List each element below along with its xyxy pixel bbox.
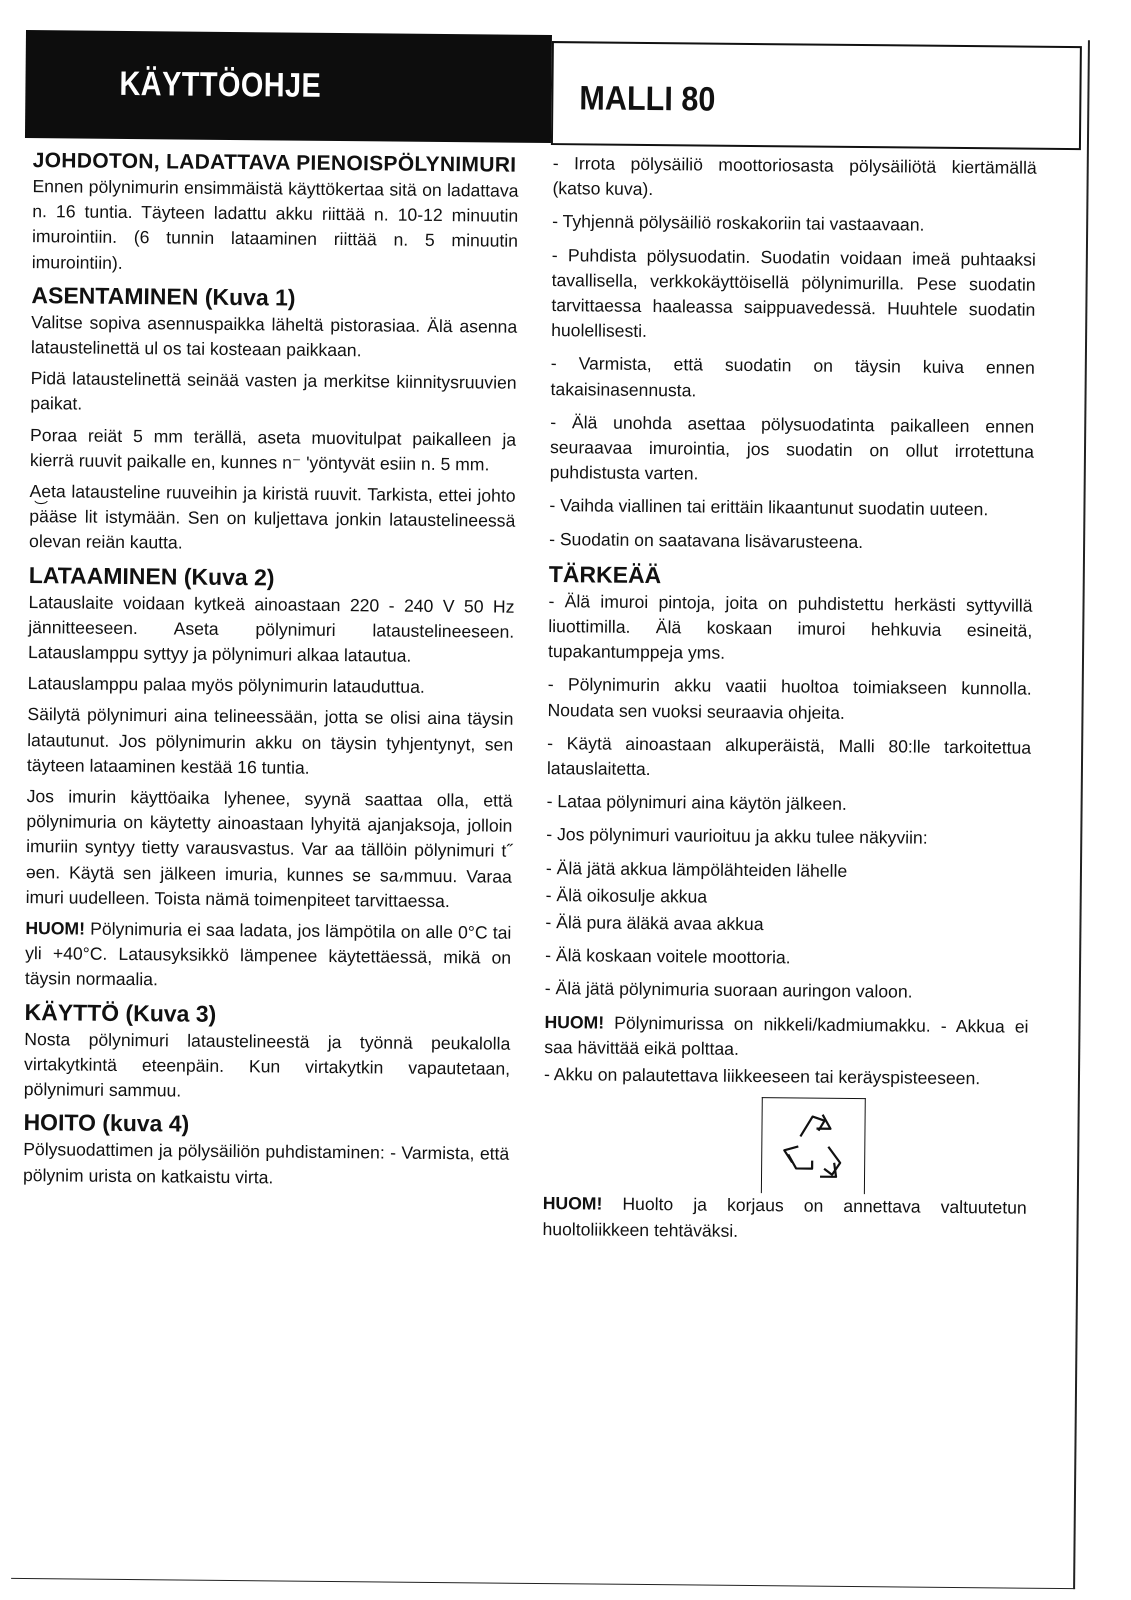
list-item: - Jos pölynimuri vaurioituu ja akku tulee näkyviin: xyxy=(546,824,928,849)
note-paragraph xyxy=(544,1010,1028,1065)
page-title: KÄYTTÖOHJE xyxy=(119,64,322,105)
list-item: - Älä imuroi pintoja, joita on puhdistettu herkästi syttyvillä liuottimilla. Älä koskaan imuroi hehkuvia esineitä, tupakantumppeja yms. xyxy=(547,590,1033,663)
recycle-icon xyxy=(778,1107,851,1188)
note-label: HUOM! xyxy=(544,1011,605,1033)
list-item: - Älä jätä pölynimuria suoraan auringon valoon. xyxy=(544,978,913,1003)
header-title-band xyxy=(25,30,552,143)
paragraph: Säilytä pölynimuri aina telineessään, jotta se olisi aina täysin latautunut. Jos pölynimurin akku on täysin tyhjentynyt, sen täyteen lataaminen kestää 16 tuntia. xyxy=(26,704,514,778)
note-label: HUOM! xyxy=(25,918,86,939)
list-item: - Vaihda viallinen tai erittäin likaantunut suodatin uuteen. xyxy=(549,495,989,520)
list-item: - Älä pura äläkä avaa akkua xyxy=(545,912,764,935)
note-label: HUOM! xyxy=(542,1193,603,1214)
note-text: Pölynimurissa on nikkeli/kadmiumakku. - Akkua ei saa hävittää eikä polttaa. xyxy=(544,1012,1029,1059)
paragraph: Jos imurin käyttöaika lyhenee, syynä saattaa olla, että pölynimuria on käytetty ainoastaan lyhyitä ajanjaksoja, jolloin imuriin syntyy tietty varausvastus. Var aa tällöin pölynimuri t˝ ǝen. Käytä sen jälkeen imuria, kunnes se sa៸mmuu. Varaa imuri uudelleen. Toista nämä toimenpiteet tarvittaessa. xyxy=(25,786,513,911)
list-item: - Pölynimurin akku vaatii huoltoa toimiakseen kunnolla. Noudata sen vuoksi seuraavia ohjeita. xyxy=(547,674,1032,723)
section-heading-hoito: HOITO (kuva 4) xyxy=(23,1109,190,1137)
paragraph: Ennen pölynimurin ensimmäistä käyttökertaa sitä on ladattava n. 16 tuntia. Täyteen ladattu akku riittää n. 10-12 minuutin imurointiin. (6 tunnin lataaminen riittää n. 5 minuutin imurointiin). xyxy=(31,176,519,273)
list-item: - Puhdista pölysuodatin. Suodatin voidaan imeä puhtaaksi tavallisella, verkkokäyttöisellä pölynimurilla. Pese suodatin tarvittaessa haaleassa saippuavedessä. Huuhtele suodatin huolellisesti. xyxy=(551,244,1036,342)
list-item: - Älä koskaan voitele moottoria. xyxy=(545,945,791,968)
section-heading-product: JOHDOTON, LADATTAVA PIENOISPÖLYNIMURI xyxy=(32,149,517,177)
right-column xyxy=(542,151,1037,1252)
note-text: Pölynimuria ei saa ladata, jos lämpötila on alle 0°C tai yli +40°C. Latausyksikkö lämpenee käytettäessä, mikä on täysin normaalia. xyxy=(24,918,512,990)
paragraph: Poraa reiät 5 mm terällä, aseta muovitulpat paikalleen ja kierrä ruuvit paikalle en, kunnes n⁻ 'yöntyvät esiin n. 5 mm. xyxy=(29,424,517,475)
list-item: - Lataa pölynimuri aina käytön jälkeen. xyxy=(546,791,847,815)
paragraph: Valitse sopiva asennuspaikka läheltä pistorasiaa. Älä asenna lataustelinettä ul os tai kosteaan paikkaan. xyxy=(30,311,518,361)
paragraph: Latauslaite voidaan kytkeä ainoastaan 220 - 240 V 50 Hz jännitteeseen. Aseta pölynimuri lataustelineeseen. Latauslamppu syttyy ja pölynimuri alkaa latautua. xyxy=(27,591,515,666)
recycle-symbol-box xyxy=(761,1097,866,1194)
manual-page xyxy=(11,30,1090,1589)
list-item: - Varmista, että suodatin on täysin kuiva ennen takaisinasennusta. xyxy=(550,353,1035,401)
note-paragraph xyxy=(542,1191,1026,1246)
list-item: - Irrota pölysäiliö moottoriosasta pölysäiliötä kiertämällä (katso kuva). xyxy=(552,153,1037,200)
paragraph: Latauslamppu palaa myös pölynimurin latauduttua. xyxy=(27,673,425,698)
section-heading-tarkeaa: TÄRKEÄÄ xyxy=(548,560,662,588)
list-item: - Suodatin on saatavana lisävarusteena. xyxy=(549,528,864,552)
section-heading-asentaminen: ASENTAMINEN (Kuva 1) xyxy=(31,281,296,311)
left-column xyxy=(23,146,519,1198)
note-text: Huolto ja korjaus on annettava valtuutetun huoltoliikkeen tehtäväksi. xyxy=(542,1193,1027,1241)
list-item: - Älä oikosulje akkua xyxy=(545,884,708,907)
list-item: - Akku on palautettava liikkeeseen tai keräyspisteeseen. xyxy=(543,1064,981,1089)
paragraph: A͜eta latausteline ruuveihin ja kiristä ruuvit. Tarkista, ettei johto pääse lit istymään. Sen on kuljettava jonkin lataustelineessä olevan reiän kautta. xyxy=(28,481,516,553)
section-heading-lataaminen: LATAAMINEN (Kuva 2) xyxy=(28,561,275,591)
paragraph: Nosta pölynimuri lataustelineestä ja työnnä peukalolla virtakytkintä eteenpäin. Kun virtakytkin vapautetaan, pölynimuri sammuu. xyxy=(23,1028,511,1101)
list-item: - Älä unohda asettaa pölysuodatinta paikalleen ennen seuraavaa imurointia, jos suodatin on ollut irrotettuna puhdistusta varten. xyxy=(549,411,1035,484)
paragraph: Pölysuodattimen ja pölysäiliön puhdistaminen: - Varmista, että pölynim urista on katkaistu virta. xyxy=(22,1139,510,1187)
section-heading-kaytto: KÄYTTÖ (Kuva 3) xyxy=(24,998,217,1027)
header-model-box xyxy=(551,41,1082,150)
list-item: - Käytä ainoastaan alkuperäistä, Malli 80:lle tarkoitettua latauslaitetta. xyxy=(546,732,1032,780)
list-item: - Älä jätä akkua lämpölähteiden lähelle xyxy=(545,857,848,881)
paragraph: Pidä lataustelinettä seinää vasten ja merkitse kiinnitysruuvien paikat. xyxy=(30,368,517,414)
list-item: - Tyhjennä pölysäiliö roskakoriin tai vastaavaan. xyxy=(552,211,925,236)
note-paragraph xyxy=(25,916,512,996)
model-name: MALLI 80 xyxy=(579,79,716,119)
